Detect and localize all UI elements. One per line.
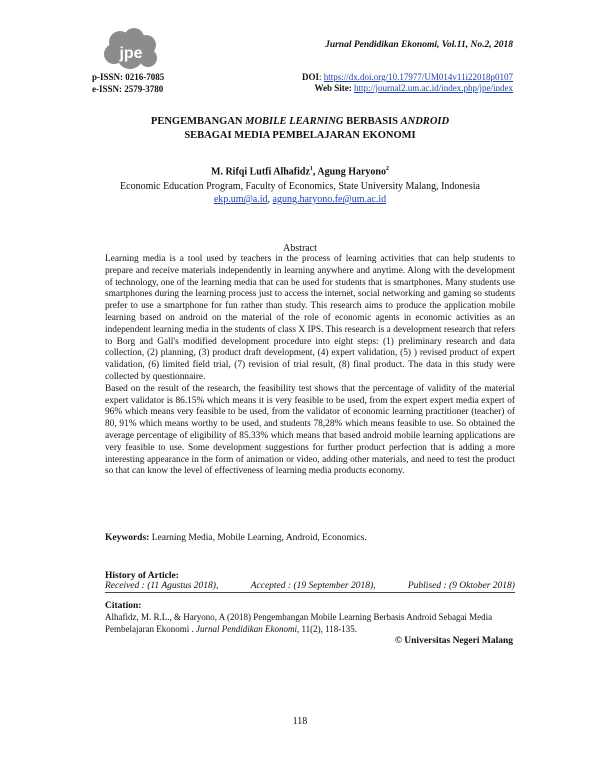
issn-block [92,71,164,95]
keywords-label: Keywords: [105,533,150,543]
website-label: Web Site: [314,83,352,93]
email-2-link[interactable]: agung.haryono.fe@um.ac.id [272,194,387,205]
citation-text [105,612,515,635]
abstract-paragraph-2: Based on the result of the research, the feasibility test shows that the percentage of validity of the material expert validator is 86.15% which means it is very feasible to be used, from the expert expert media expert of 96% which means very feasible to be used, from the validator of economic learning practitioner (teacher) of 80, 91% which means worthy to be used, and students 78,28% which means feasible to use. So obtained the average percentage of eligibility of 85.33% which means that based android mobile learning applications are very feasible to use. Some development suggestions for further product perfection that is adding a more interesting appearance in the form of animation or video, adding other materials, and need to test the product so that can know the level of effectiveness of learning media products economy. [105,383,515,477]
author-2-sup: 2 [385,166,389,172]
doi-link[interactable]: https://dx.doi.org/10.17977/UM014v11i22018p0107 [323,72,513,82]
author-1-sup: 1 [309,166,313,172]
history-received: Received : (11 Agustus 2018), [105,581,219,591]
journal-title: Jurnal Pendidikan Ekonomi, Vol.11, No.2, 2018 [325,40,513,50]
title-part2: MOBILE LEARNING [245,116,344,127]
issn-print: p-ISSN: 0216-7085 [92,72,165,82]
citation-part1: Alhafidz, M. R.L., & Haryono, A (2018) Pengembangan Mobile Learning Berbasis Android Sebagai Media Pembelajaran Ekonomi . [105,612,493,634]
doi-label: DOI [301,72,319,82]
title-part3: BERBASIS [343,116,401,127]
title-part4: ANDROID [400,116,450,127]
history-published: Publised : (9 Oktober 2018) [407,581,515,591]
abstract-paragraph-1: Learning media is a tool used by teachers in the process of learning activities that can help students to prepare and receive materials independently in learning anywhere and anytime. Along with the development of technology, one of the learning media that can be used for students that is smartphones. Many students use smartphones during the learning process just to access the internet, social networking and gaming so students prefer to use a smartphone for fun rather than study. This research aims to produce the application mobile learning based on android on the material of the role of economic agents in economic activities as an independent learning media in the students of class X IPS. This research is a development research that refers to Borg and Gall's modified development procedure into eight steps: (1) preliminary research and data collection, (2) planning, (3) product draft development, (4) expert validation, (5) ) revised product of expert validation, (6) limited field trial, (7) revision of trial result, (8) final product. The data in this study were collected by questionnaire. [105,254,515,382]
email-separator: , [267,194,273,205]
citation-journal: Jurnal Pendidikan Ekonomi [195,623,297,634]
issn-online: e-ISSN: 2579-3780 [92,84,164,94]
keywords-text: Learning Media, Mobile Learning, Android, Economics. [149,533,367,543]
author-1: M. Rifqi Lutfi Alhafidz [211,166,310,178]
history-accepted: Accepted : (19 September 2018), [250,581,376,591]
author-separator: , [312,166,318,178]
title-line2: SEBAGAI MEDIA PEMBELAJARAN EKONOMI [184,130,416,141]
history-dates [105,581,515,593]
title-part1: PENGEMBANGAN [150,116,246,127]
website-link[interactable]: http://journal2.um.ac.id/index.php/jpe/index [354,83,513,93]
abstract-heading: Abstract [283,243,317,254]
journal-logo [100,28,162,76]
author-emails [100,194,500,205]
copyright: © Universitas Negeri Malang [394,636,513,646]
history-heading: History of Article: [105,571,179,581]
author-2: Agung Haryono [317,166,386,178]
page-number: 118 [292,716,308,727]
email-1-link[interactable]: ekp.um@a.id [213,194,268,205]
paper-title [100,115,500,143]
citation-heading: Citation: [105,601,142,611]
affiliation: Economic Education Program, Faculty of Economics, State University Malang, Indonesia [120,181,480,192]
doi-separator: : [318,72,322,82]
doi-block [302,72,513,94]
abstract-body [105,254,515,478]
logo-text: jpe [119,45,143,62]
authors [100,166,500,177]
citation-part2: , 11(2), 118-135. [296,623,358,634]
keywords [105,533,367,543]
